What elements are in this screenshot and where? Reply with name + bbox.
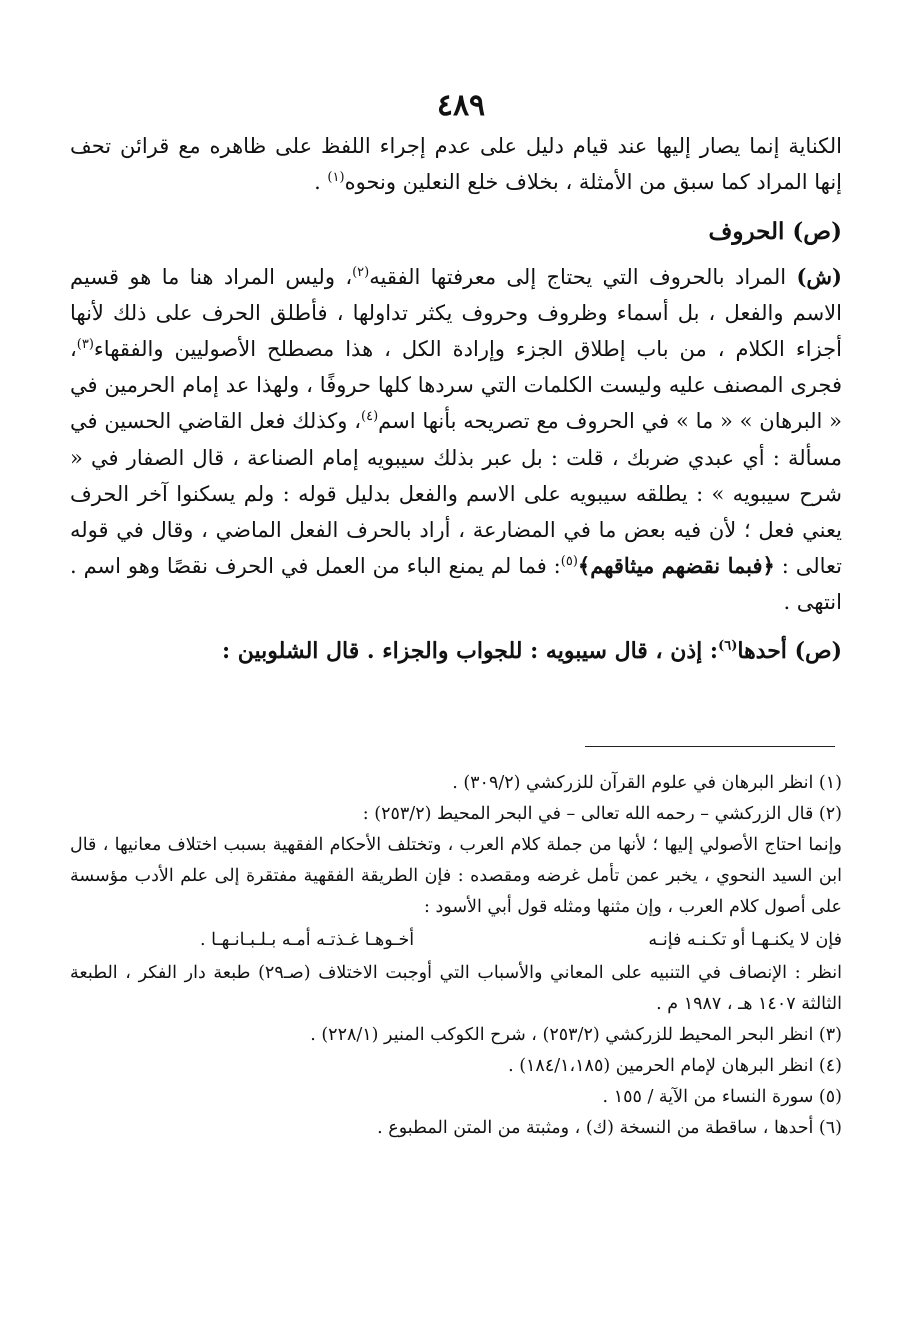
para-text-e: : فما لم يمنع الباء من العمل في الحرف نقصًا وهو اسم . انتهى .	[70, 554, 842, 615]
footnote-6: (٦) أحدها ، ساقطة من النسخة (ك) ، ومثبتة من المتن المطبوع .	[377, 1118, 842, 1138]
matn-text-a: (ص) أحدها	[737, 637, 842, 664]
matn-line	[70, 633, 842, 669]
poem-first-hemistich: فإن لا يكنـهـا أو تكـنـه فإنـه	[648, 930, 842, 950]
footnote-ref-4[interactable]: (٤)	[361, 409, 379, 425]
poem-second-hemistich: أخـوهـا غـذتـه أمـه بـلـبـانـهـا .	[200, 930, 415, 950]
para-text-a: المراد بالحروف التي يحتاج إلى معرفتها الفقيه	[369, 264, 797, 289]
matn-text-b: : إذن ، قال سيبويه : للجواب والجزاء . قال الشلوبين :	[222, 637, 719, 664]
sharh-sign: (ش)	[796, 263, 842, 289]
main-text	[70, 128, 842, 669]
footnote-2: (٢) قال الزركشي – رحمه الله تعالى – في البحر المحيط (٢٥٣/٢) :	[362, 804, 842, 824]
quran-verse: ﴿فبما نقضهم ميثاقهم﴾	[577, 553, 775, 579]
intro-end: .	[314, 170, 328, 195]
intro-text: الكناية إنما يصار إليها عند قيام دليل على عدم إجراء اللفظ على ظاهره مع قرائن تحف إنها المراد كما سبق من الأمثلة ، بخلاف خلع النعلين ونحوه	[70, 134, 842, 195]
footnote-separator	[585, 746, 835, 747]
footnote-ref-6[interactable]: (٦)	[718, 638, 738, 654]
section-heading: (ص) الحروف	[708, 218, 842, 246]
footnote-1: (١) انظر البرهان في علوم القرآن للزركشي (٣٠٩/٢) .	[452, 773, 842, 793]
footnote-ref-2[interactable]: (٢)	[352, 264, 370, 280]
intro-paragraph	[70, 128, 842, 200]
footnotes	[70, 768, 842, 1144]
poem-verse	[70, 925, 842, 956]
commentary-paragraph	[70, 259, 842, 621]
footnote-ref-1[interactable]: (١)	[327, 170, 345, 186]
footnote-ref-5[interactable]: (٥)	[560, 554, 578, 570]
footnote-2-body: وإنما احتاج الأصولي إليها ؛ لأنها من جملة كلام العرب ، وتختلف الأحكام الفقهية بسبب اختلاف معانيها ، قال ابن السيد النحوي ، يخبر عمن تأمل غرضه ومقصده : فإن الطريقة الفقهية مفتقرة إلى علم الأدب مؤسسة على أصول كلام العرب ، وإن مثنها ومثله قول أبي الأسود :	[70, 835, 842, 917]
para-text-b: ، وليس المراد هنا ما هو قسيم الاسم والفعل ، بل أسماء وظروف وحروف يكثر تداولها ، فأطلق الحرف على ذلك لأنها أجزاء الكلام ، من باب إطلاق الجزء وإرادة الكل ، هذا مصطلح الأصوليين والفقهاء	[70, 264, 842, 362]
footnote-5: (٥) سورة النساء من الآية / ١٥٥ .	[602, 1087, 842, 1107]
footnote-2-reference: انظر : الإنصاف في التنبيه على المعاني والأسباب التي أوجبت الاختلاف (صـ٢٩) طبعة دار الفكر ، الطبعة الثالثة ١٤٠٧ هـ ، ١٩٨٧ م .	[70, 963, 843, 1014]
page-number: ٤٨٩	[436, 88, 486, 123]
para-text-c: ، فجرى المصنف عليه وليست الكلمات التي سردها كلها حروفًا ، ولهذا عد إمام الحرمين في « البرهان » « ما » في الحروف مع تصريحه بأنها اسم	[70, 337, 842, 434]
footnote-ref-3[interactable]: (٣)	[76, 337, 94, 353]
footnote-3: (٣) انظر البحر المحيط للزركشي (٢٥٣/٢) ، شرح الكوكب المنير (٢٢٨/١) .	[310, 1025, 842, 1045]
footnote-4: (٤) انظر البرهان لإمام الحرمين (١٨٤/١،١٨٥) .	[508, 1056, 842, 1076]
para-text-d: ، وكذلك فعل القاضي الحسين في مسألة : أي عبدي ضربك ، قلت : بل عبر بذلك سيبويه إمام الصناعة ، قال الصفار في « شرح سيبويه » : يطلقه سيبويه على الاسم والفعل بدليل قوله : ولم يسكنوا آخر الحرف يعني فعل ؛ لأن فيه بعض ما في المضارعة ، أراد بالحرف الفعل الماضي ، وقال في قوله تعالى :	[70, 409, 842, 579]
